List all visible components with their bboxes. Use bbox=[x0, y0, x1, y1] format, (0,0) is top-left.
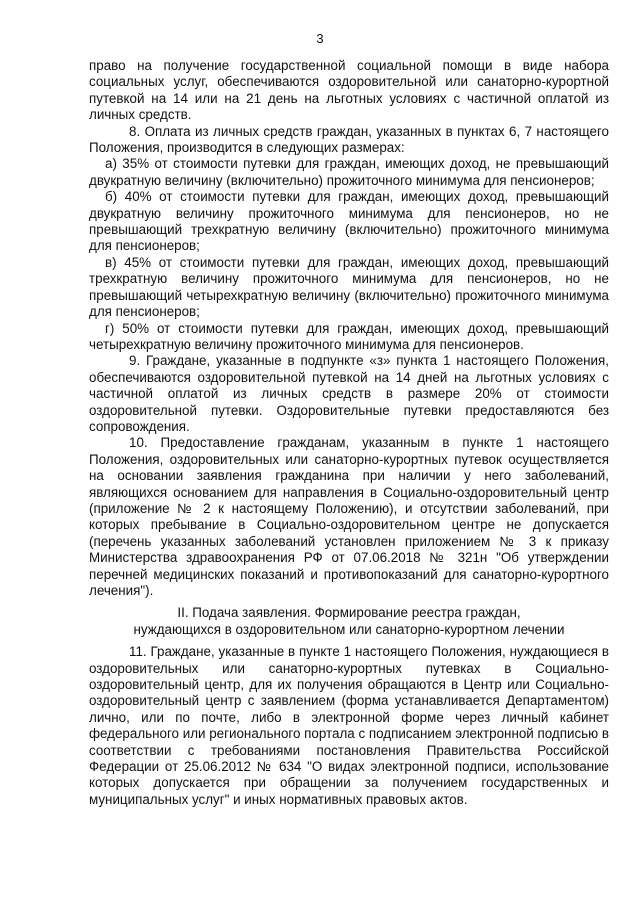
page-number: 3 bbox=[316, 31, 324, 46]
paragraph-10: 10. Предоставление гражданам, указанным в пункте 1 настоящего Положения, оздоровительных или санаторно-курортных путевок осуществляется на основании заявления гражданина при наличии у него заболеваний, являющихся основанием для направления в Социально-оздоровительный центр (приложение № 2 к настоящему Положению), и отсутствии заболеваний, при которых пребывание в Социально-оздоровительном центре не допускается (перечень указанных заболеваний установлен приложением № 3 к приказу Министерства здравоохранения РФ от 07.06.2018 № 321н "Об утверждении перечней медицинских показаний и противопоказаний для санаторно-курортного лечения"). bbox=[89, 435, 609, 598]
paragraph-8: 8. Оплата из личных средств граждан, указанных в пунктах 6, 7 настоящего Положения, производится в следующих размерах: bbox=[89, 123, 609, 156]
paragraph-8b: б) 40% от стоимости путевки для граждан, имеющих доход, превышающий двукратную величину прожиточного минимума для пенсионеров, но не превышающий трехкратную величину (включительно) прожиточного минимума для пенсионеров; bbox=[89, 189, 609, 254]
paragraph-8v: в) 45% от стоимости путевки для граждан, имеющих доход, превышающий трехкратную величину прожиточного минимума для пенсионеров, но не превышающий четырехкратную величину (включительно) прожиточного минимума для пенсионеров; bbox=[89, 254, 609, 320]
paragraph-continuation: право на получение государственной социальной помощи в виде набора социальных услуг, обеспечиваются оздоровительной или санаторно-курортной путевкой на 14 или на 21 день на льготных условиях с частичной оплатой из личных средств. bbox=[89, 58, 609, 123]
section-heading-line-2: нуждающихся в оздоровительном или санаторно-курортном лечении bbox=[133, 621, 565, 637]
paragraph-8g: г) 50% от стоимости путевки для граждан, имеющих доход, превышающий четырехкратную величину прожиточного минимума для пенсионеров. bbox=[89, 320, 609, 352]
paragraph-11: 11. Граждане, указанные в пункте 1 настоящего Положения, нуждающиеся в оздоровительных или санаторно-курортных путевках в Социально-оздоровительный центр, для их получения обращаются в Центр или Социально-оздоровительный центр с заявлением (форма устанавливается Департаментом) лично, или по почте, либо в электронной форме через личный кабинет федерального или регионального портала с подписанием электронной подписью в соответствии с требованиями постановления Правительства Российской Федерации от 25.06.2012 № 634 "О видах электронной подписи, использование которых допускается при обращении за получением государственных и муниципальных услуг" и иных нормативных правовых актов. bbox=[89, 644, 609, 807]
document-body bbox=[89, 58, 609, 808]
section-heading bbox=[89, 605, 609, 638]
paragraph-9: 9. Граждане, указанные в подпункте «з» пункта 1 настоящего Положения, обеспечиваются оздоровительной путевкой на 14 дней на льготных условиях с частичной оплатой из личных средств в размере 20% от стоимости оздоровительной путевки. Оздоровительные путевки предоставляются без сопровождения. bbox=[89, 353, 609, 434]
paragraph-8a: а) 35% от стоимости путевки для граждан, имеющих доход, не превышающий двукратную величину (включительно) прожиточного минимума для пенсионеров; bbox=[89, 156, 609, 188]
section-heading-line-1: II. Подача заявления. Формирование реестра граждан, bbox=[177, 605, 521, 621]
